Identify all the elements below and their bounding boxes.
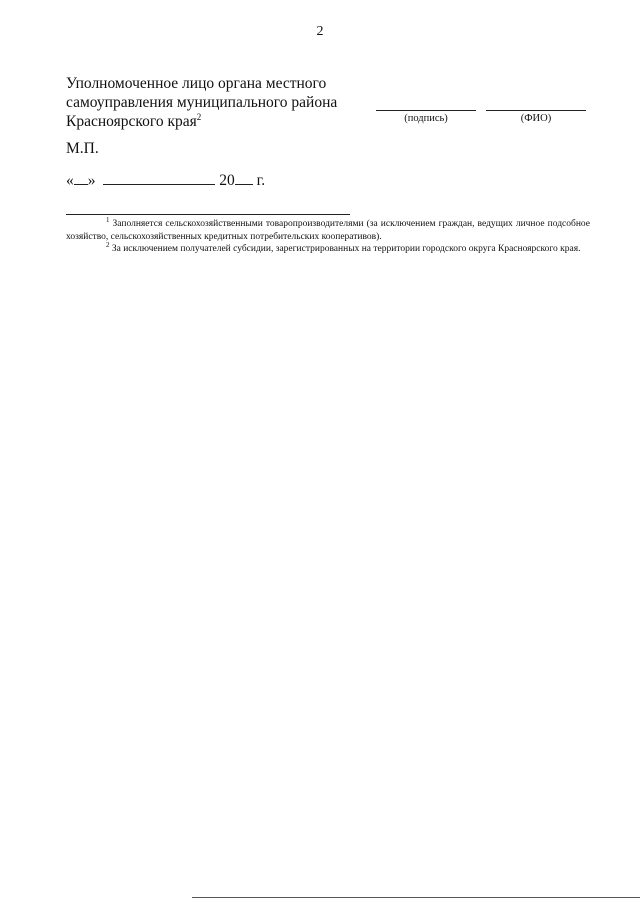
date-close-quote: » — [87, 172, 96, 189]
day-blank — [74, 170, 88, 185]
footnote-1-text: Заполняется сельскохозяйственными товаропроизводителями (за исключением граждан, ведущих личное подсобное хозяйство, сельскохозяйственных кредитных потребительских кооперативов). — [66, 219, 590, 242]
signature-line — [376, 110, 476, 111]
signature-caption: (подпись) — [404, 113, 448, 124]
authorized-official-title — [66, 74, 366, 131]
official-title-line-2: самоуправления муниципального района — [66, 94, 338, 111]
month-blank — [103, 170, 215, 185]
footnote-separator — [66, 214, 350, 215]
year-suffix: г. — [256, 172, 266, 189]
stamp-place-label: М.П. — [66, 140, 99, 157]
footnote-2-text: За исключением получателей субсидии, зарегистрированных на территории городского округа Красноярского края. — [111, 244, 581, 254]
footnote-2-mark: 2 — [106, 241, 110, 249]
page-number: 2 — [316, 24, 324, 39]
official-title-line-3-text: Красноярского края — [66, 113, 197, 130]
year-prefix: 20 — [219, 172, 235, 189]
date-line — [66, 170, 265, 190]
official-title-line-1: Уполномоченное лицо органа местного — [66, 75, 327, 92]
date-open-quote: « — [66, 172, 74, 189]
full-name-caption: (ФИО) — [520, 113, 552, 124]
full-name-field — [486, 110, 586, 124]
signature-field — [376, 110, 476, 124]
full-name-line — [486, 110, 586, 111]
year-blank — [235, 170, 253, 185]
official-title-line-3 — [66, 112, 366, 131]
footnote-1 — [66, 218, 590, 243]
footnote-2 — [66, 243, 590, 256]
footnote-ref-2: 2 — [196, 112, 202, 122]
footnotes — [66, 218, 590, 256]
footnote-1-mark: 1 — [106, 216, 110, 224]
page-bottom-edge — [192, 897, 640, 898]
